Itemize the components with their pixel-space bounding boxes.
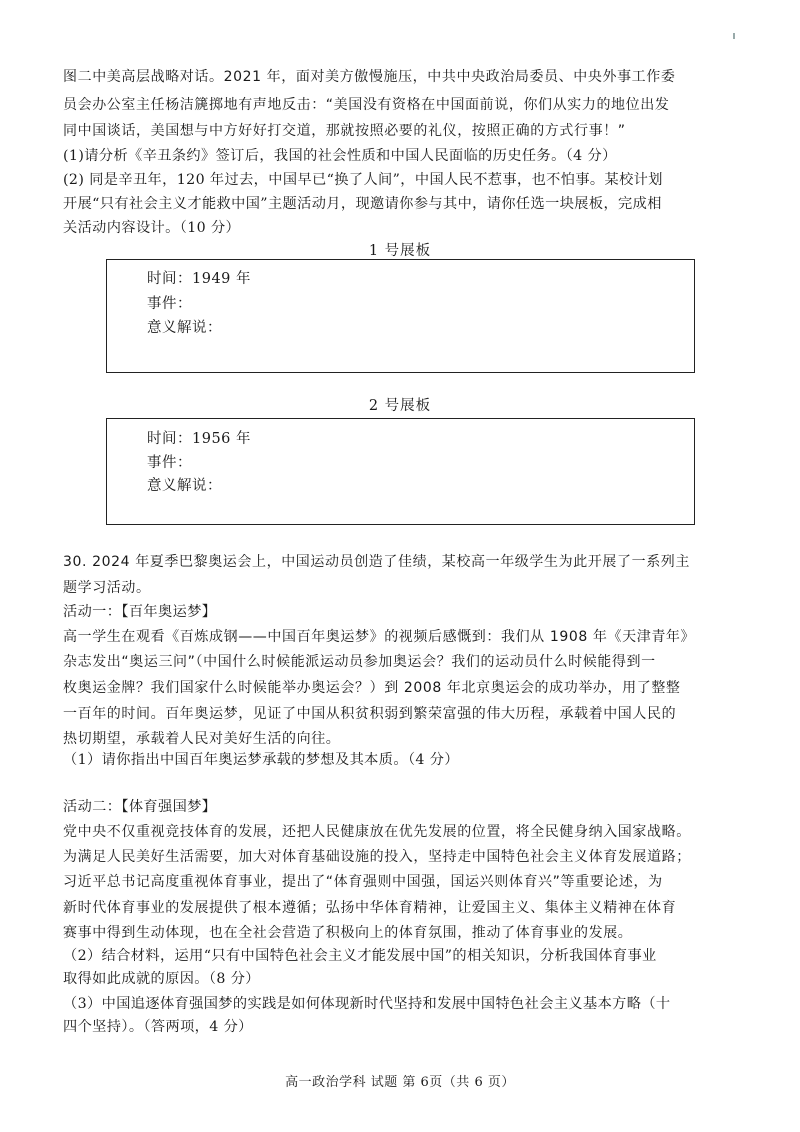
activity-2-material: 为满足人民美好生活需要，加大对体育基础设施的投入，坚持走中国特色社会主义体育发展道路； [63, 849, 691, 865]
activity-2-heading: 活动二：【体育强国梦】 [63, 799, 217, 815]
board-1-meaning: 意义解说： [147, 320, 222, 336]
q29-subquestion-1: (1)请分析《辛丑条约》签订后，我国的社会性质和中国人民面临的历史任务。（4 分） [63, 148, 617, 164]
q29-intro-line: 同中国谈话，美国想与中方好好打交道，那就按照必要的礼仪，按照正确的方式行事！” [63, 123, 626, 139]
q30-subquestion-3: （3）中国追逐体育强国梦的实践是如何体现新时代坚持和发展中国特色社会主义基本方略（十 [63, 996, 671, 1012]
q30-intro-line: 题学习活动。 [63, 580, 151, 596]
board-2 [106, 418, 695, 525]
board-1-title: 1 号展板 [368, 243, 432, 259]
board-2-time: 时间：1956 年 [147, 431, 252, 447]
board-1-event: 事件： [147, 296, 192, 312]
activity-1-material: 枚奥运金牌？我们国家什么时候能举办奥运会？）到 2008 年北京奥运会的成功举办，用了整整 [63, 680, 681, 696]
board-2-meaning: 意义解说： [147, 478, 222, 494]
activity-2-material: 习近平总书记高度重视体育事业，提出了“体育强则中国强，国运兴则体育兴”等重要论述，为 [63, 874, 663, 890]
board-2-title: 2 号展板 [368, 398, 432, 414]
activity-2-material: 新时代体育事业的发展提供了根本遵循；弘扬中华体育精神，让爱国主义、集体主义精神在体育 [63, 900, 677, 916]
activity-1-heading: 活动一：【百年奥运梦】 [63, 604, 217, 620]
q29-intro-line: 图二中美高层战略对话。2021 年，面对美方傲慢施压，中共中央政治局委员、中央外事工作委 [63, 69, 676, 85]
q30-subquestion-1: （1）请你指出中国百年奥运梦承载的梦想及其本质。（4 分） [63, 752, 459, 768]
board-1-time: 时间：1949 年 [147, 271, 252, 287]
activity-2-material: 赛事中得到生动体现，也在全社会营造了积极向上的体育氛围，推动了体育事业的发展。 [63, 925, 633, 941]
activity-1-material: 热切期望，承载着人民对美好生活的向往。 [63, 731, 341, 747]
activity-1-material: 杂志发出“奥运三问”（中国什么时候能派运动员参加奥运会？我们的运动员什么时候能得到一 [63, 654, 656, 670]
q29-subquestion-2: (2) 同是辛丑年，120 年过去，中国早已“换了人间”，中国人民不惹事，也不怕事。某校计划 [63, 172, 663, 188]
q30-subquestion-2: （2）结合材料，运用“只有中国特色社会主义才能发展中国”的相关知识，分析我国体育事业 [63, 948, 657, 964]
q30-subquestion-2: 取得如此成就的原因。（8 分） [63, 971, 260, 987]
scan-mark [733, 33, 735, 39]
page-footer: 高一政治学科 试题 第 6页（共 6 页） [285, 1075, 515, 1090]
q29-subquestion-2: 关活动内容设计。（10 分） [63, 220, 241, 236]
q30-intro-line: 30. 2024 年夏季巴黎奥运会上，中国运动员创造了佳绩，某校高一年级学生为此开展了一系列主 [63, 554, 690, 570]
activity-2-material: 党中央不仅重视竞技体育的发展，还把人民健康放在优先发展的位置，将全民健身纳入国家战略。 [63, 824, 691, 840]
q29-subquestion-2: 开展“只有社会主义才能救中国”主题活动月，现邀请你参与其中，请你任选一块展板，完成相 [63, 196, 662, 212]
activity-1-material: 一百年的时间。百年奥运梦，见证了中国从积贫积弱到繁荣富强的伟大历程，承载着中国人民的 [63, 706, 677, 722]
q30-subquestion-3: 四个坚持）。（答两项，4 分） [63, 1019, 253, 1035]
activity-1-material: 高一学生在观看《百炼成钢——中国百年奥运梦》的视频后感慨到：我们从 1908 年《天津青年》 [63, 629, 696, 645]
board-2-event: 事件： [147, 455, 192, 471]
board-1 [106, 259, 695, 373]
q29-intro-line: 员会办公室主任杨洁篪掷地有声地反击：“美国没有资格在中国面前说，你们从实力的地位出发 [63, 97, 670, 113]
